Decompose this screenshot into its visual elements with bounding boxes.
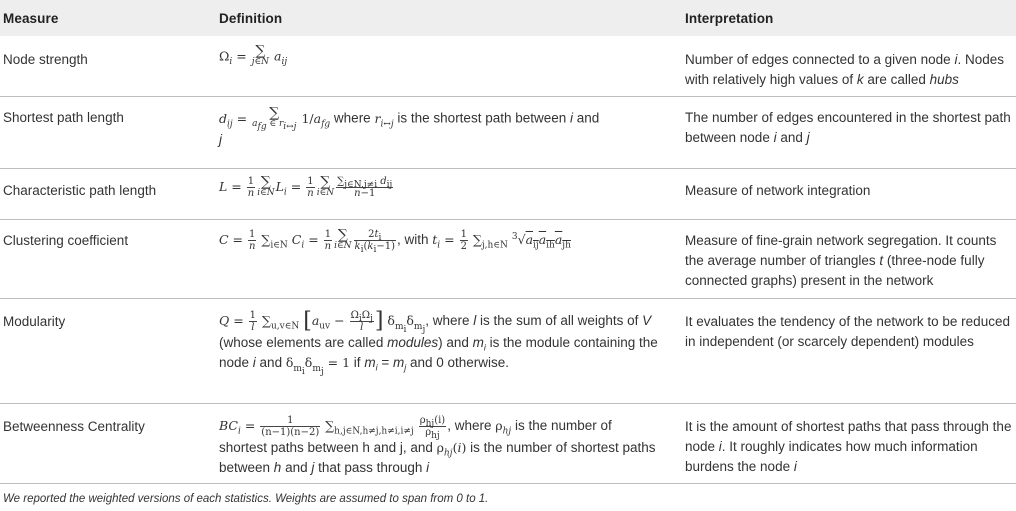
row-interpretation-shortest-path: The number of edges encountered in the shortest path between node i and j xyxy=(685,110,1011,145)
row-interpretation-clustering: Measure of fine-grain network segregation. It counts the average number of triangles t (three-node fully connected graphs) present in the network xyxy=(685,233,997,288)
row-measure-characteristic-path: Characteristic path length xyxy=(3,183,157,198)
table-header xyxy=(0,0,1016,36)
row-interpretation-betweenness: It is the amount of shortest paths that pass through the node i. It roughly indicates how much information burdens the node i xyxy=(685,419,1012,474)
table-footnote: We reported the weighted versions of each statistics. Weights are assumed to span from 0 to 1. xyxy=(3,493,489,505)
row-definition-shortest-path: $d_{ij}$ = ∑ $a_{fg}$ ∈ $r_{i\leftrightarrow j}$ $1/a_{fg}$ where $r_{i\leftrightarrow j}$ is the shortest path between i and j xyxy=(219,105,600,147)
row-divider xyxy=(0,219,1016,220)
row-interpretation-modularity: It evaluates the tendency of the network to be reduced in independent (or scarcely dependent) modules xyxy=(685,314,1010,349)
row-measure-modularity: Modularity xyxy=(3,314,66,329)
row-divider xyxy=(0,298,1016,299)
row-definition-betweenness: $BC_i$ = $\frac{1}{(n-1)(n-2)}$ $\sum_{h,j\in N,h\ne j,h\ne i,i\ne j}$ $\frac{\rho_{hj}(i)}{\rho_{hj}}$ , where $\rho_{hj}$ is the number of shortest paths between h and j, and $\rho_{hj}(i)$ is the number of shortest paths between h and j that pass through i xyxy=(219,415,656,475)
row-interpretation-node-strength: Number of edges connected to a given node i. Nodes with relatively high values of k are called hubs xyxy=(685,52,1004,87)
header-measure: Measure xyxy=(3,11,59,26)
row-definition-clustering: C = $\frac{1}{n}$ $\sum_{i\in N}$ $C_i$ = $\frac{1}{n}$ ∑ i∈N $\frac{2t_i}{k_i(k_i-1)}$ , with $t_i$ = $\frac{1}{2}$ $\sum_{j,h\in N}$ $^3√a_{ij}a_{ih}a_{jh}$ xyxy=(219,226,571,255)
row-measure-shortest-path: Shortest path length xyxy=(3,110,124,125)
row-divider xyxy=(0,168,1016,169)
row-definition-modularity: Q = $\frac{1}{l}$ $\sum_{u,v\in N}$ [$a_{uv}$ − $\frac{\Omega_i\Omega_j}{l}$ ] $\delta_{m_i}\delta_{m_j}$, where l is the sum of all weights of V (whose elements are called modules) and $m_i$ is the module containing the node i and $\delta_{m_i}\delta_{m_j} = 1$ if $m_i = m_j$ and 0 otherwise. xyxy=(219,308,658,377)
header-interpretation: Interpretation xyxy=(685,11,774,26)
header-definition: Definition xyxy=(219,11,283,26)
row-measure-clustering: Clustering coefficient xyxy=(3,233,129,248)
row-definition-node-strength: $\Omega_i$ = ∑ j∈N $a_{ij}$ xyxy=(219,43,288,67)
row-interpretation-characteristic-path: Measure of network integration xyxy=(685,183,871,198)
row-divider xyxy=(0,403,1016,404)
row-divider xyxy=(0,96,1016,97)
row-measure-betweenness: Betweenness Centrality xyxy=(3,419,145,434)
row-definition-characteristic-path: L = $\frac{1}{n}$ ∑ i∈N $L_i$ = $\frac{1}{n}$ ∑ i∈N $\frac{\sum_{j\in N,j\ne i} d_{ij}}{n-1}$ xyxy=(219,173,393,199)
row-divider xyxy=(0,483,1016,484)
row-measure-node-strength: Node strength xyxy=(3,52,88,67)
